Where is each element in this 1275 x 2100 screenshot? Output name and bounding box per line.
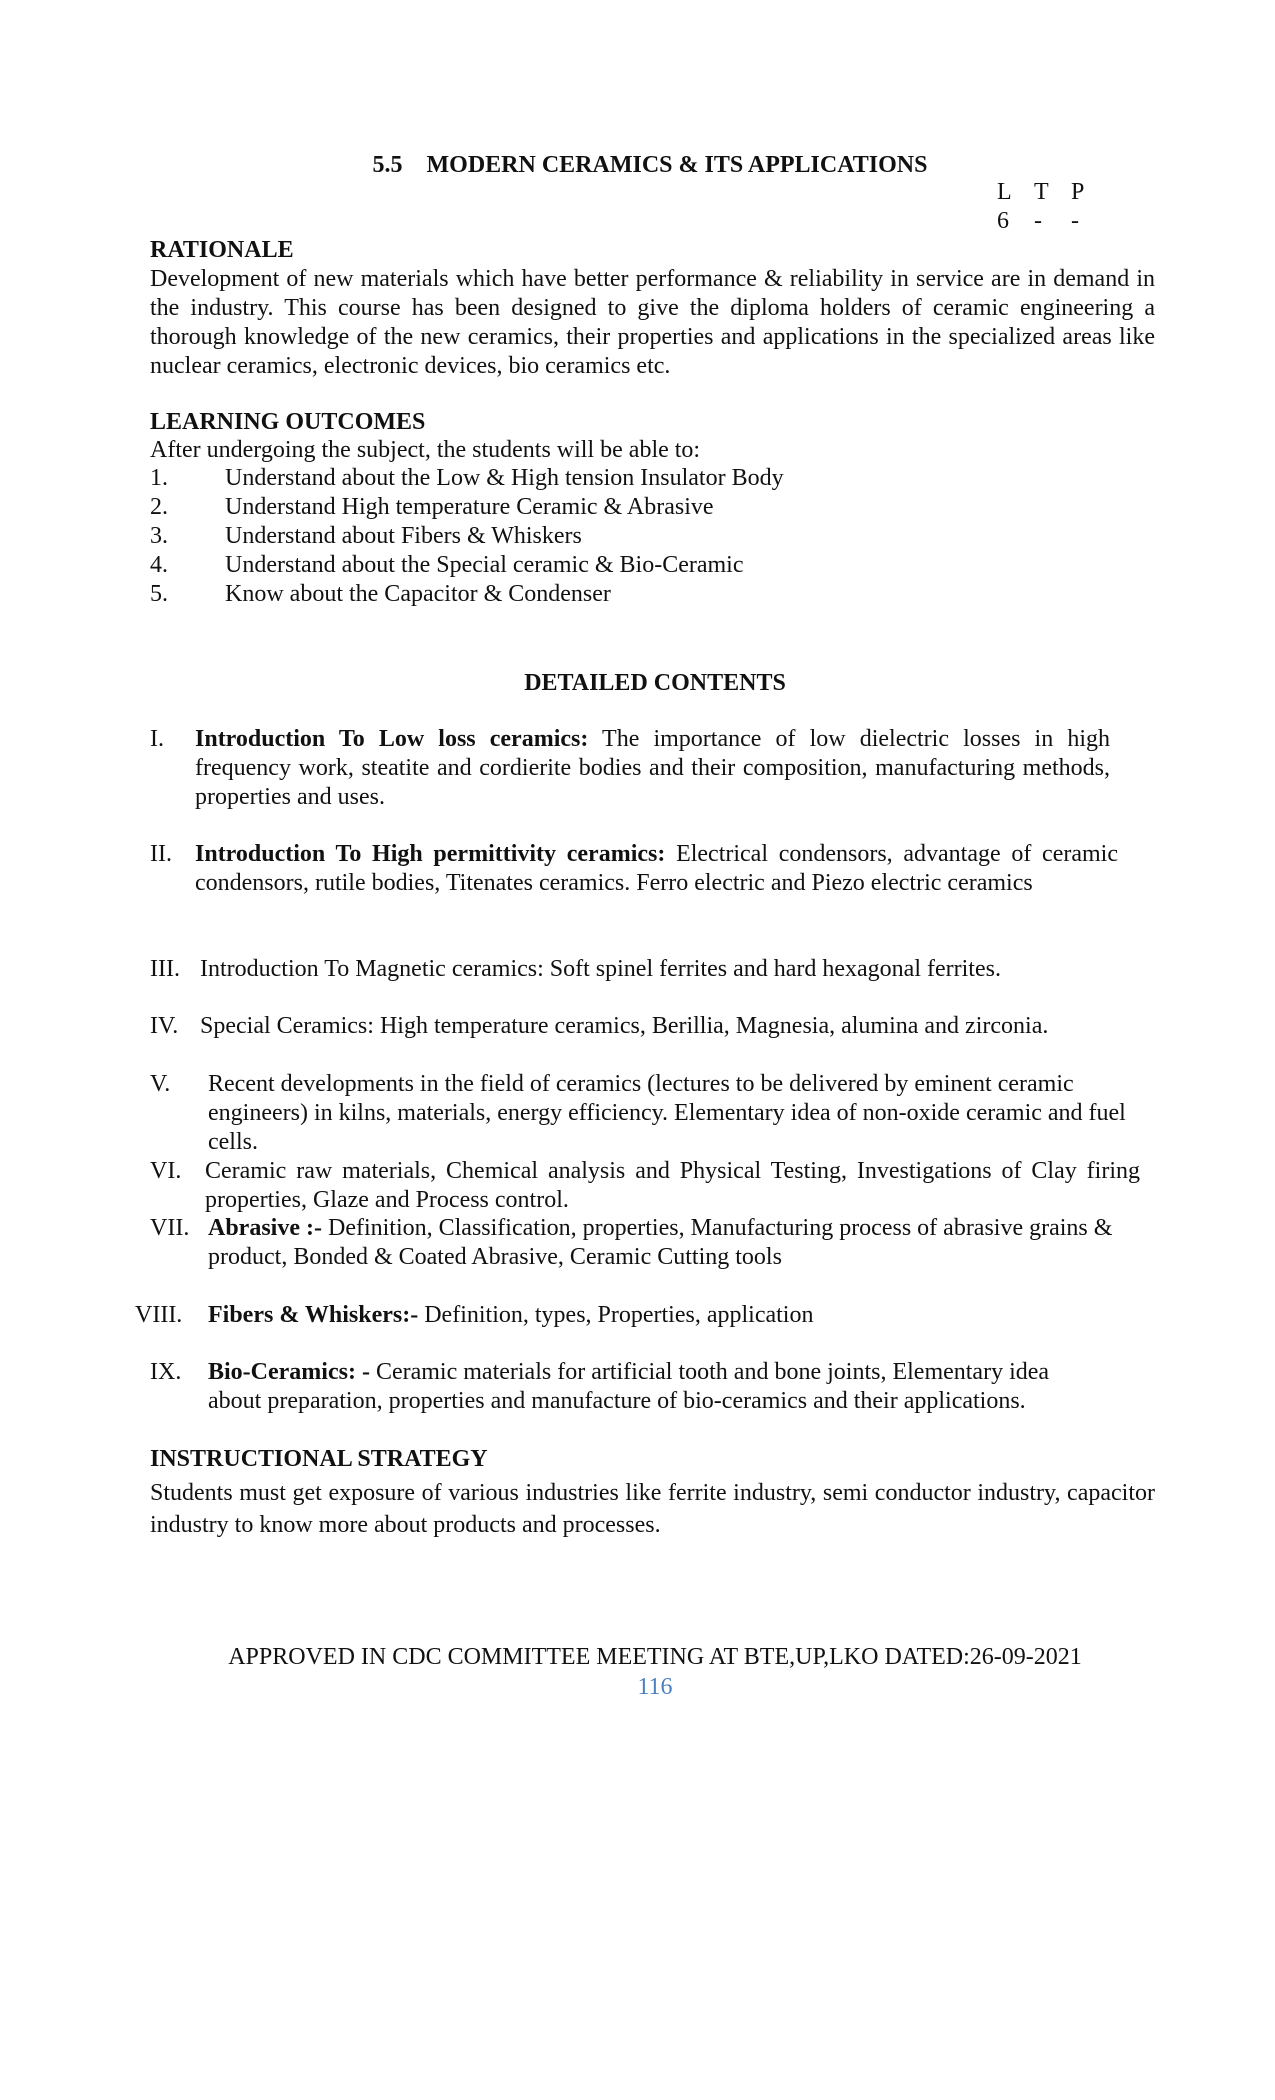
unit-numeral: VI. xyxy=(150,1158,182,1184)
unit-heading: Abrasive :- xyxy=(208,1215,322,1241)
unit-heading: Introduction To Low loss ceramics: xyxy=(195,726,589,752)
ltp-value-p: - xyxy=(1071,208,1079,234)
unit-numeral: VII. xyxy=(150,1215,190,1241)
list-item xyxy=(150,580,784,609)
list-item xyxy=(150,522,784,551)
unit-body xyxy=(205,1157,1140,1215)
unit-body xyxy=(208,1214,1160,1272)
list-item-text: Understand about the Special ceramic & Bio-Ceramic xyxy=(225,552,744,578)
list-item-text: Understand about Fibers & Whiskers xyxy=(225,523,582,549)
learning-outcomes-heading: LEARNING OUTCOMES xyxy=(150,409,426,435)
instructional-strategy-text: Students must get exposure of various industries like ferrite industry, semi conductor industry, capacitor industry to know more about products and processes. xyxy=(150,1480,1155,1538)
unit-body xyxy=(195,840,1118,898)
rationale-heading: RATIONALE xyxy=(150,237,294,263)
learning-outcomes-intro: After undergoing the subject, the students will be able to: xyxy=(150,437,701,463)
section-title: MODERN CERAMICS & ITS APPLICATIONS xyxy=(426,152,928,178)
list-item-number: 4. xyxy=(150,552,168,578)
list-item-text: Understand about the Low & High tension Insulator Body xyxy=(225,465,784,491)
ltp-value-t: - xyxy=(1034,208,1042,234)
unit-text: The importance of low dielectric losses in high frequency work, steatite and cordierite bodies and their composition, manufacturing methods, properties and uses. xyxy=(195,726,1110,810)
unit-body xyxy=(208,1301,1145,1330)
detailed-contents-heading: DETAILED CONTENTS xyxy=(524,670,786,696)
list-item-number: 3. xyxy=(150,523,168,549)
page-title xyxy=(150,151,1150,180)
page-number: 116 xyxy=(637,1674,673,1700)
list-item xyxy=(150,464,784,493)
section-number: 5.5 xyxy=(372,152,403,178)
unit-heading: Introduction To High permittivity ceramics: xyxy=(195,841,666,867)
unit-numeral: III. xyxy=(150,956,180,982)
unit-text: Recent developments in the field of ceramics (lectures to be delivered by eminent ceramic engineers) in kilns, materials, energy efficiency. Elementary idea of non-oxide ceramic and fuel cells. xyxy=(208,1071,1126,1155)
unit-body xyxy=(200,955,1150,984)
list-item xyxy=(150,551,784,580)
list-item-number: 5. xyxy=(150,581,168,607)
unit-body xyxy=(208,1070,1140,1157)
ltp-label-p: P xyxy=(1071,179,1085,205)
unit-numeral: IV. xyxy=(150,1013,179,1039)
instructional-strategy-heading: INSTRUCTIONAL STRATEGY xyxy=(150,1446,488,1472)
unit-text: Ceramic raw materials, Chemical analysis and Physical Testing, Investigations of Clay firing properties, Glaze and Process control. xyxy=(205,1158,1140,1213)
unit-text: Electrical condensors, advantage of ceramic condensors, rutile bodies, Titenates ceramics. Ferro electric and Piezo electric ceramics xyxy=(195,841,1118,896)
unit-body xyxy=(200,1012,1160,1041)
unit-text: Ceramic materials for artificial tooth and bone joints, Elementary idea about preparation, properties and manufacture of bio-ceramics and their applications. xyxy=(208,1359,1050,1414)
ltp-labels-row xyxy=(997,178,1127,207)
unit-text: Definition, Classification, properties, Manufacturing process of abrasive grains & product, Bonded & Coated Abrasive, Ceramic Cutting tools xyxy=(208,1215,1113,1270)
unit-text: Definition, types, Properties, application xyxy=(418,1302,814,1328)
unit-text: Introduction To Magnetic ceramics: Soft spinel ferrites and hard hexagonal ferrites. xyxy=(200,956,1001,982)
unit-numeral: V. xyxy=(150,1071,171,1097)
list-item xyxy=(150,493,784,522)
learning-outcomes-list xyxy=(150,464,784,609)
list-item-number: 1. xyxy=(150,465,168,491)
list-item-text: Know about the Capacitor & Condenser xyxy=(225,581,611,607)
approval-footer: APPROVED IN CDC COMMITTEE MEETING AT BTE,UP,LKO DATED:26-09-2021 xyxy=(228,1644,1082,1670)
list-item-text: Understand High temperature Ceramic & Abrasive xyxy=(225,494,714,520)
unit-body xyxy=(195,725,1110,812)
unit-numeral: II. xyxy=(150,841,172,867)
unit-heading: Bio-Ceramics: - xyxy=(208,1359,370,1385)
unit-numeral: VIII. xyxy=(135,1302,183,1328)
list-item-number: 2. xyxy=(150,494,168,520)
ltp-value-l: 6 xyxy=(997,208,1009,234)
unit-text: Special Ceramics: High temperature ceramics, Berillia, Magnesia, alumina and zirconia. xyxy=(200,1013,1049,1039)
unit-body xyxy=(208,1358,1095,1416)
ltp-table xyxy=(997,178,1127,236)
rationale-text: Development of new materials which have better performance & reliability in service are in demand in the industry. This course has been designed to give the diploma holders of ceramic engineering a thorough knowledge of the new ceramics, their properties and applications in the specialized areas like nuclear ceramics, electronic devices, bio ceramics etc. xyxy=(150,266,1155,379)
unit-numeral: IX. xyxy=(150,1359,182,1385)
ltp-values-row xyxy=(997,207,1127,236)
ltp-label-l: L xyxy=(997,179,1012,205)
unit-numeral: I. xyxy=(150,726,164,752)
ltp-label-t: T xyxy=(1034,179,1049,205)
unit-heading: Fibers & Whiskers:- xyxy=(208,1302,419,1328)
